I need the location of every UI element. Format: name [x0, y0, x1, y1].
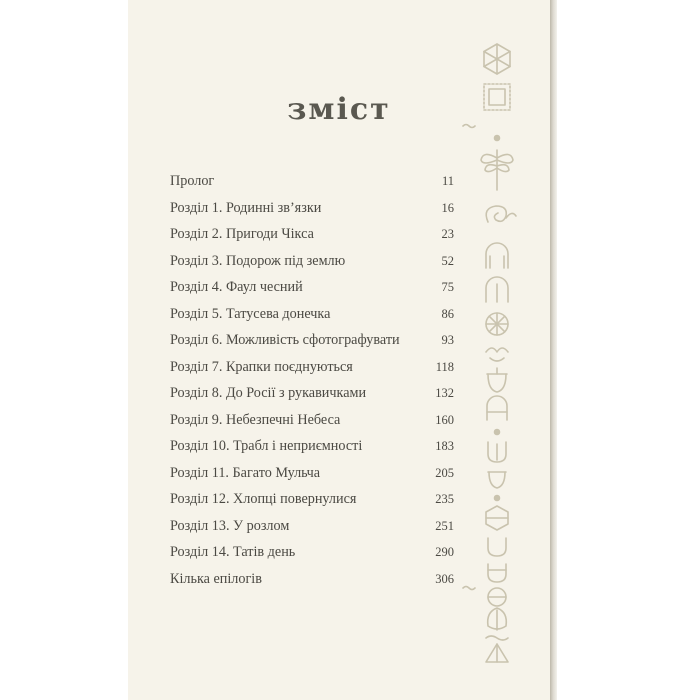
- toc-entry-title: Розділ 7. Крапки поєднуються: [170, 358, 353, 375]
- toc-entry-page: 132: [435, 386, 454, 400]
- toc-entry-page: 235: [435, 492, 454, 506]
- toc-entry-title: Розділ 13. У розлом: [170, 517, 290, 534]
- toc-entry-title: Розділ 4. Фаул чесний: [170, 279, 303, 295]
- toc-entry: [170, 274, 454, 301]
- dragonfly-icon: [481, 150, 513, 190]
- toc-entry-title: Розділ 5. Татусева донечка: [170, 305, 331, 322]
- u-glyph-icon: [488, 538, 506, 556]
- toc-entry-title: Розділ 6. Можливість сфотографувати: [170, 332, 400, 348]
- triangle-icon: [486, 644, 508, 662]
- toc-entry-title: Кілька епілогів: [170, 570, 262, 587]
- u-glyph-icon: [488, 564, 506, 582]
- page-edge: [550, 0, 557, 700]
- arch-icon: [487, 396, 507, 420]
- u-glyph-icon: [488, 442, 506, 462]
- toc-entry-page: 205: [435, 465, 454, 480]
- toc-entry-title: Розділ 8. До Росії з рукавичками: [170, 385, 367, 401]
- acorn-icon: [487, 368, 507, 392]
- toc-entry-title: Розділ 10. Трабл і неприємності: [170, 438, 363, 454]
- toc-entry: [170, 486, 454, 513]
- squiggle-icon: [463, 125, 475, 128]
- toc-entry: [170, 539, 454, 566]
- dot-icon: [495, 430, 500, 435]
- toc-entry: [170, 195, 454, 222]
- toc-entry-page: 23: [441, 227, 454, 241]
- dot-icon: [495, 136, 500, 141]
- toc-entry: [170, 460, 454, 487]
- toc-entry: [170, 566, 454, 593]
- dot-icon: [495, 496, 500, 501]
- toc-entry-title: Розділ 1. Родинні зв’язки: [170, 199, 322, 216]
- toc-entry: [170, 380, 454, 407]
- toc-entry-page: 16: [441, 200, 454, 215]
- toc-entry-title: Розділ 11. Багато Мульча: [170, 464, 320, 481]
- toc-entry-title: Розділ 3. Подорож під землю: [170, 252, 346, 269]
- sun-wheel-icon: [486, 313, 508, 335]
- toc-entry: [170, 168, 454, 195]
- hexagon-wheel-icon: [484, 44, 510, 74]
- toc-entry: [170, 327, 454, 354]
- toc-entry-page: 11: [441, 174, 454, 188]
- toc-entry-page: 160: [435, 412, 454, 427]
- toc-entry-title: Розділ 2. Пригоди Чікса: [170, 226, 314, 242]
- toc-entry: [170, 354, 454, 381]
- toc-entry: [170, 407, 454, 434]
- disc-icon: [488, 588, 506, 606]
- toc-entry: [170, 433, 454, 460]
- arch-icon: [486, 277, 508, 302]
- toc-entry: [170, 248, 454, 275]
- toc-entry-title: Розділ 9. Небезпечні Небеса: [170, 411, 341, 428]
- toc-entry: [170, 221, 454, 248]
- toc-entry-title: Розділ 12. Хлопці повернулися: [170, 491, 357, 507]
- hexagon-wheel-icon: [486, 506, 508, 530]
- toc-entry: [170, 513, 454, 540]
- table-of-contents: [170, 168, 454, 592]
- bird-icon: [486, 348, 508, 361]
- toc-entry-page: 290: [435, 545, 454, 559]
- toc-entry-page: 75: [441, 280, 454, 294]
- squiggle-icon: [463, 587, 475, 590]
- toc-entry-page: 306: [435, 571, 454, 586]
- toc-entry-page: 251: [435, 518, 454, 533]
- toc-entry-page: 86: [441, 306, 454, 321]
- framed-square-icon: [484, 84, 510, 110]
- toc-entry-title: Пролог: [170, 173, 215, 189]
- page-title: зміст: [287, 92, 391, 127]
- toc-entry-page: 52: [441, 253, 454, 268]
- toc-entry-page: 118: [435, 359, 454, 374]
- toc-entry: [170, 301, 454, 328]
- acorn-icon: [488, 472, 506, 488]
- arch-icon: [486, 243, 508, 268]
- leaf-icon: [488, 608, 507, 630]
- squiggle-icon: [486, 636, 508, 640]
- swirl-icon: [486, 206, 516, 222]
- toc-entry-page: 93: [441, 333, 454, 347]
- toc-entry-title: Розділ 14. Татів день: [170, 544, 296, 560]
- toc-entry-page: 183: [435, 439, 454, 453]
- decorative-ornament-column: [460, 40, 540, 665]
